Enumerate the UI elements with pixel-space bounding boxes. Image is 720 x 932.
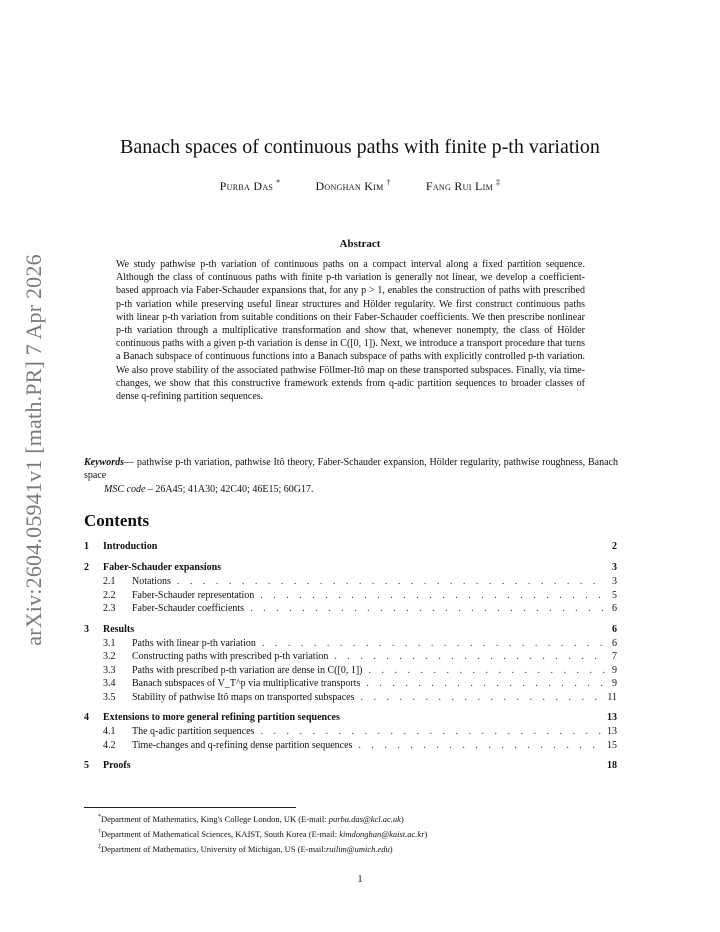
msc-label: MSC code (104, 484, 146, 495)
footnote: †Department of Mathematical Sciences, KAIST, South Korea (E-mail: kimdonghan@kaist.ac.kr) (98, 828, 428, 839)
toc-leader-dots (358, 740, 601, 751)
toc-subsection-entry[interactable] (84, 651, 617, 665)
toc-subsection-number: 4.1 (103, 726, 116, 737)
toc-section-number: 1 (84, 541, 89, 552)
toc-subsection-entry[interactable] (84, 603, 617, 617)
toc-subsection-title: Faber-Schauder coefficients (132, 603, 245, 614)
keywords-paragraph (84, 456, 618, 482)
toc-subsection-number: 3.2 (103, 651, 116, 662)
toc-section-title: Proofs (103, 760, 131, 771)
toc-leader-dots (366, 678, 606, 689)
toc-section-entry[interactable] (84, 541, 617, 555)
toc-section-entry[interactable] (84, 712, 617, 726)
toc-subsection-title: Stability of pathwise Itô maps on transported subspaces (132, 691, 355, 703)
toc-subsection-number: 2.1 (103, 576, 116, 587)
toc-section-entry[interactable] (84, 760, 617, 774)
email-address: kimdonghan@kaist.ac.kr (339, 828, 425, 839)
author-list (0, 178, 720, 194)
toc-subsection-entry[interactable] (84, 665, 617, 679)
toc-subsection-number: 3.3 (103, 664, 116, 676)
toc-section-title: Extensions to more general refining partition sequences (103, 712, 340, 723)
toc-section-entry[interactable] (84, 562, 617, 576)
footnotes (98, 811, 598, 855)
toc-page-number: 13 (607, 712, 617, 723)
toc-leader-dots (360, 692, 601, 703)
toc-subsection-title: Paths with linear p-th variation (132, 637, 256, 649)
toc-subsection-number: 2.2 (103, 589, 116, 601)
toc-leader-dots (334, 651, 606, 662)
toc-section-title: Faber-Schauder expansions (103, 562, 222, 573)
toc-page-number: 11 (607, 691, 617, 703)
toc-page-number: 3 (612, 562, 617, 573)
email-address: purba.das@kcl.ac.uk (328, 813, 401, 824)
msc-codes (104, 484, 313, 495)
toc-page-number: 3 (612, 576, 617, 587)
toc-section-number: 4 (84, 712, 89, 723)
arxiv-identifier-text: arXiv:2604.05941v1 [math.PR] 7 Apr 2026 (21, 254, 46, 646)
toc-page-number: 18 (607, 760, 617, 771)
paper-title: Banach spaces of continuous paths with finite p-th variation (120, 136, 600, 158)
toc-subsection-entry[interactable] (84, 740, 617, 754)
toc-leader-dots (262, 638, 606, 649)
toc-subsection-title: Time-changes and q-refining dense partition sequences (132, 739, 353, 751)
toc-page-number: 2 (612, 541, 617, 552)
toc-page-number: 6 (612, 637, 617, 649)
affiliation-mark: † (386, 178, 391, 187)
toc-subsection-title: The q-adic partition sequences (132, 726, 255, 737)
toc-leader-dots (250, 603, 606, 614)
toc-section-entry[interactable] (84, 624, 617, 638)
abstract-heading: Abstract (339, 238, 381, 250)
author-name: Fang Rui Lim ‡ (425, 178, 501, 193)
toc-subsection-number: 3.1 (103, 637, 116, 649)
toc-page-number: 7 (612, 651, 617, 662)
table-of-contents (84, 541, 617, 774)
footnote-divider (84, 807, 296, 808)
author-name: Donghan Kim † (315, 178, 391, 193)
toc-section-number: 2 (84, 562, 89, 573)
toc-page-number: 9 (612, 664, 617, 676)
toc-subsection-title: Notations (132, 576, 171, 587)
toc-page-number: 15 (607, 739, 617, 751)
toc-subsection-number: 4.2 (103, 739, 116, 751)
toc-leader-dots (260, 590, 606, 601)
toc-subsection-entry[interactable] (84, 692, 617, 706)
toc-subsection-title: Faber-Schauder representation (132, 589, 255, 601)
toc-subsection-number: 3.4 (103, 678, 116, 689)
toc-section-number: 5 (84, 760, 89, 771)
toc-leader-dots (177, 576, 606, 587)
toc-page-number: 9 (612, 678, 617, 689)
toc-subsection-number: 2.3 (103, 603, 116, 614)
toc-page-number: 13 (607, 726, 617, 737)
toc-subsection-entry[interactable] (84, 590, 617, 604)
toc-page-number: 5 (612, 589, 617, 601)
toc-section-title: Results (103, 623, 135, 635)
toc-subsection-number: 3.5 (103, 691, 116, 703)
toc-page-number: 6 (612, 603, 617, 614)
keywords-label: Keywords (84, 457, 124, 468)
toc-subsection-entry[interactable] (84, 678, 617, 692)
footnote: *Department of Mathematics, King's College London, UK (E-mail: purba.das@kcl.ac.uk) (98, 813, 404, 824)
toc-leader-dots (260, 726, 601, 737)
keywords-text: — pathwise p-th variation, pathwise Itô theory, Faber-Schauder expansion, Hölder regularity, pathwise roughness, Banach space (84, 457, 618, 481)
affiliation-mark: ‡ (496, 178, 501, 187)
email-address: ruilim@umich.edu (325, 843, 390, 854)
contents-heading: Contents (84, 511, 150, 530)
toc-leader-dots (369, 665, 607, 676)
msc-text: – 26A45; 41A30; 42C40; 46E15; 60G17. (145, 484, 314, 495)
toc-subsection-entry[interactable] (84, 638, 617, 652)
toc-subsection-title: Banach subspaces of V_T^p via multiplicative transports (132, 678, 361, 689)
toc-section-title: Introduction (103, 541, 158, 552)
abstract-text: We study pathwise p-th variation of continuous paths on a compact interval along a fixed partition sequence. Although the class of continuous paths with finite p-th variation is generally not linear, we develop a coefficient-based approach via Faber-Schauder expansions that, for any p > 1, enables the construction of paths with prescribed p-th variation while preserving useful linear structures and Hölder regularity. We first construct continuous paths with linear p-th variation from suitable conditions on their Faber-Schauder coefficients. We then prescribe nonlinear p-th variation through a multiplicative transformation and show that, whenever nonempty, the class of Hölder continuous paths with a given p-th variation is dense in C([0, 1]). Next, we introduce a transport procedure that turns a Banach subspace of continuous functions into a Banach subspace of paths with explicitly controlled p-th variation. We also prove stability of the associated pathwise Föllmer-Itô map on these transported subspaces. Finally, via time-changes, we show that this constructive framework extends from q-adic partition sequences to broader classes of dense q-refining partition sequences. (116, 259, 585, 403)
page-number: 1 (357, 874, 363, 885)
toc-page-number: 6 (612, 623, 617, 635)
toc-subsection-title: Paths with prescribed p-th variation are dense in C([0, 1]) (132, 664, 363, 676)
toc-subsection-entry[interactable] (84, 726, 617, 740)
toc-subsection-title: Constructing paths with prescribed p-th variation (132, 651, 329, 662)
toc-subsection-entry[interactable] (84, 576, 617, 590)
affiliation-mark: * (276, 178, 281, 187)
footnote: ‡Department of Mathematics, University of Michigan, US (E-mail:ruilim@umich.edu) (98, 843, 393, 854)
toc-section-number: 3 (84, 623, 89, 635)
author-name: Purba Das * (219, 178, 281, 193)
